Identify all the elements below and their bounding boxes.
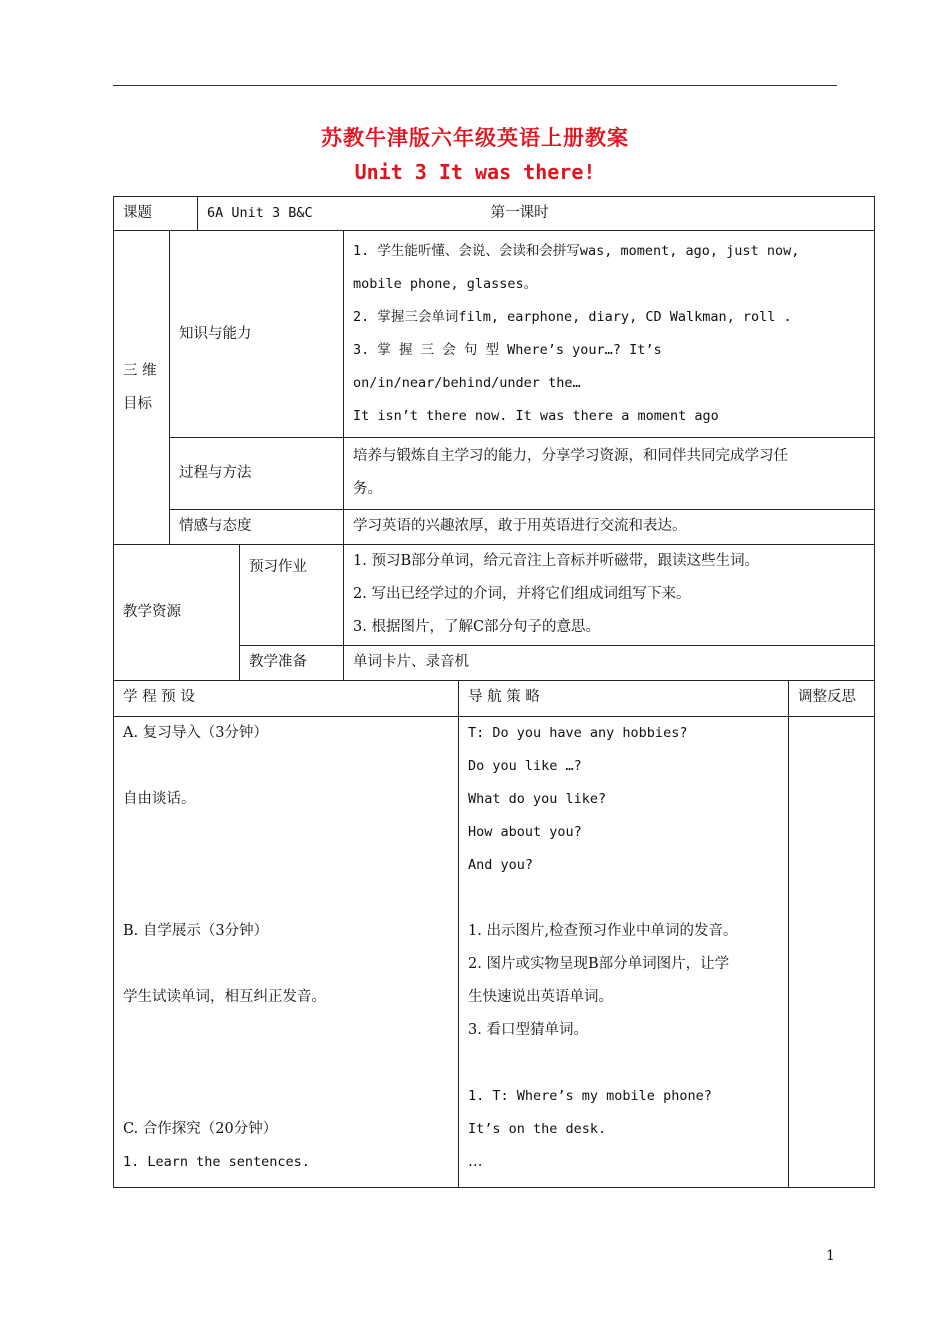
column-header-reflection: 调整反思 (789, 681, 875, 717)
strategy-a-line-5: And you? (468, 857, 534, 873)
strategy-column (459, 717, 789, 1188)
prep-label: 教学准备 (240, 646, 344, 681)
step-b-body: 学生试读单词，相互纠正发音。 (123, 989, 326, 1005)
preview-content (344, 545, 875, 646)
strategy-b-line-3: 生快速说出英语单词。 (468, 989, 613, 1005)
process-row (114, 438, 875, 510)
strategy-c-line-3: … (468, 1154, 483, 1170)
goals-label (114, 231, 170, 545)
knowledge-row (114, 231, 875, 438)
topic-label: 课题 (114, 197, 198, 231)
strategy-b-line-1: 1. 出示图片,检查预习作业中单词的发音。 (468, 923, 738, 939)
process-label: 过程与方法 (170, 438, 344, 510)
gap (123, 1047, 449, 1080)
goals-label-line2: 目标 (123, 395, 152, 412)
strategy-c-line-2: It’s on the desk. (468, 1121, 607, 1137)
strategy-c-line-1: 1. T: Where’s my mobile phone? (468, 1088, 712, 1104)
gap (123, 816, 449, 849)
strategy-b-line-4: 3. 看口型猜单词。 (468, 1022, 588, 1038)
preview-line-2: 2. 写出已经学过的介词，并将它们组成词组写下来。 (353, 586, 691, 602)
process-column (114, 717, 459, 1188)
emotion-label: 情感与态度 (170, 510, 344, 545)
topic-text: 6A Unit 3 B&C (207, 205, 313, 221)
reflection-column (789, 717, 875, 1188)
gap (123, 849, 449, 882)
knowledge-content (344, 231, 875, 438)
knowledge-line-4: 3. 掌 握 三 会 句 型 Where’s your…? It’s (353, 342, 662, 358)
gap (123, 948, 449, 981)
page-number: 1 (826, 1248, 835, 1264)
knowledge-line-5: on/in/near/behind/under the… (353, 375, 581, 391)
knowledge-label: 知识与能力 (170, 231, 344, 438)
document-subtitle: Unit 3 It was there! (354, 160, 596, 184)
preview-label: 预习作业 (240, 545, 344, 646)
column-header-row (114, 681, 875, 717)
step-c-body: 1. Learn the sentences. (123, 1154, 310, 1170)
step-b-heading: B. 自学展示（3分钟） (123, 923, 269, 939)
knowledge-line-6: It isn’t there now. It was there a moment ago (353, 408, 719, 424)
column-header-strategy: 导 航 策 略 (459, 681, 789, 717)
process-content (344, 438, 875, 510)
topic-cell (198, 197, 875, 231)
strategy-a-line-3: What do you like? (468, 791, 607, 807)
gap (468, 882, 779, 915)
resources-label: 教学资源 (114, 545, 240, 681)
knowledge-line-1: 1. 学生能听懂、会说、会读和会拼写was, moment, ago, just now, (353, 243, 800, 259)
column-header-process: 学 程 预 设 (114, 681, 459, 717)
process-line-1: 培养与锻炼自主学习的能力，分享学习资源，和同伴共同完成学习任 (353, 448, 788, 464)
lesson-plan-table (113, 196, 875, 1188)
step-a-body: 自由谈话。 (123, 791, 196, 807)
preview-line-1: 1. 预习B部分单词，给元音注上音标并听磁带，跟读这些生词。 (353, 553, 760, 569)
preview-line-3: 3. 根据图片，了解C部分句子的意思。 (353, 619, 601, 635)
goals-label-line1: 三 维 (123, 362, 157, 379)
strategy-b-line-2: 2. 图片或实物呈现B部分单词图片，让学 (468, 956, 730, 972)
gap (123, 882, 449, 915)
prep-content: 单词卡片、录音机 (344, 646, 875, 681)
gap (123, 750, 449, 783)
strategy-a-line-2: Do you like …? (468, 758, 582, 774)
gap (468, 1047, 779, 1080)
emotion-row (114, 510, 875, 545)
process-line-2: 务。 (353, 481, 382, 497)
step-c-heading: C. 合作探究（20分钟） (123, 1121, 278, 1137)
topic-row (114, 197, 875, 231)
strategy-a-line-4: How about you? (468, 824, 582, 840)
emotion-content: 学习英语的兴趣浓厚，敢于用英语进行交流和表达。 (344, 510, 875, 545)
period-text: 第一课时 (490, 205, 549, 221)
gap (123, 1014, 449, 1047)
document-title: 苏教牛津版六年级英语上册教案 (321, 125, 629, 150)
preview-row (114, 545, 875, 646)
strategy-a-line-1: T: Do you have any hobbies? (468, 725, 688, 741)
step-a-heading: A. 复习导入（3分钟） (123, 725, 268, 741)
knowledge-line-2: mobile phone, glasses。 (353, 276, 538, 292)
knowledge-line-3: 2. 掌握三会单词film, earphone, diary, CD Walkman, roll . (353, 309, 792, 325)
header-rule (113, 85, 837, 86)
lesson-body-row (114, 717, 875, 1188)
gap (123, 1080, 449, 1113)
